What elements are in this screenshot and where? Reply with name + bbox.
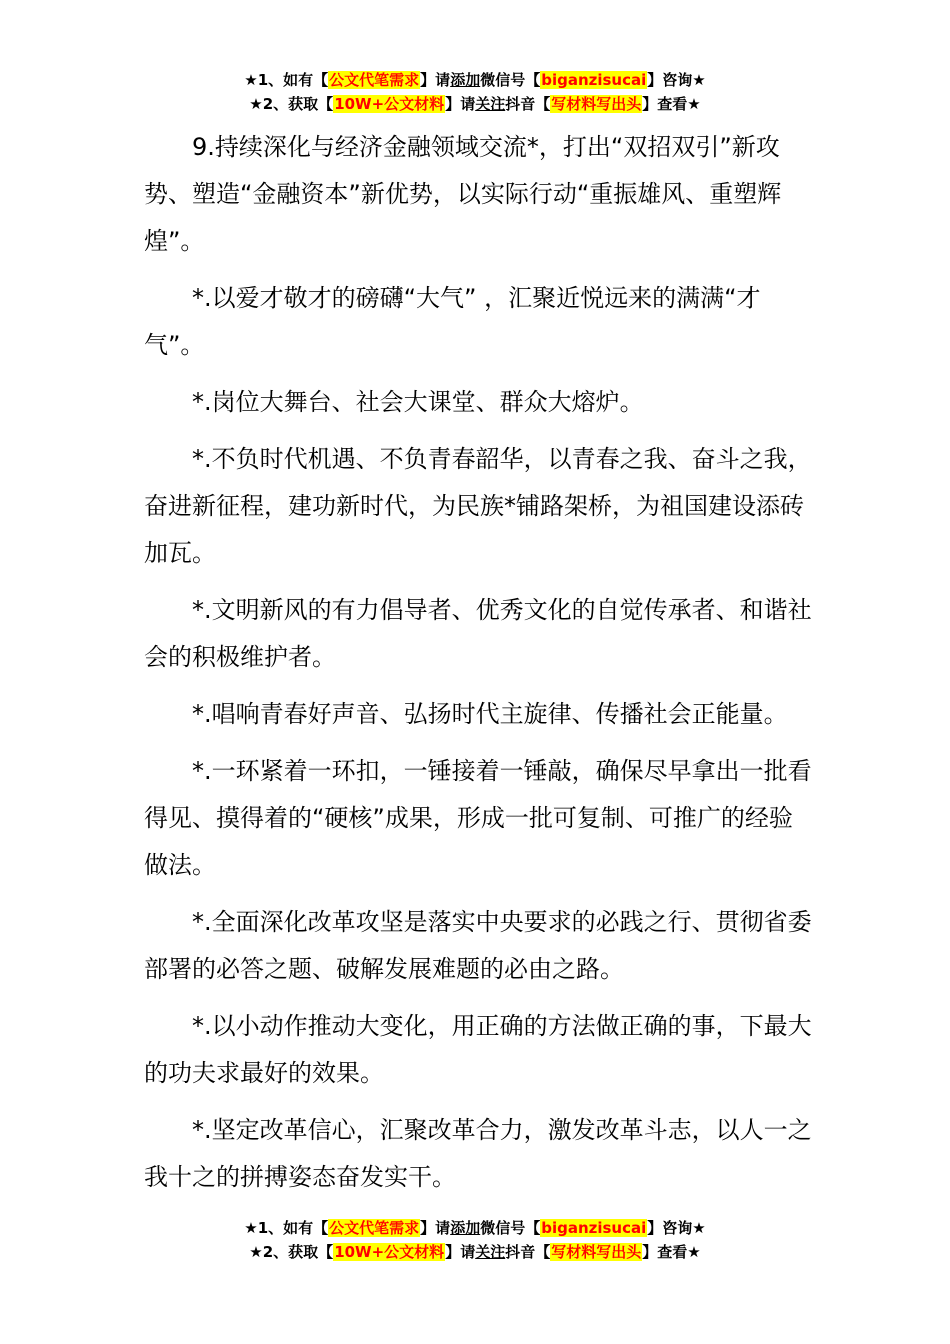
footer-line-2-suffix: 】查看★ <box>642 1243 701 1261</box>
header-highlight-service: 公文代笔需求 <box>329 71 420 89</box>
header-highlight-materials: 10W+公文材料 <box>334 95 445 113</box>
header-line-1-prefix: ★1、如有【 <box>244 71 329 89</box>
document-body <box>144 124 812 1211</box>
paragraph-4: *.不负时代机遇、不负青春韶华，以青春之我、奋斗之我，奋进新征程，建功新时代，为民族*铺路架桥，为祖国建设添砖加瓦。 <box>144 445 812 567</box>
footer-line-1 <box>0 1216 950 1240</box>
footer-line-2-mid: 】请 <box>445 1243 476 1261</box>
footer-underline-add: 添加 <box>450 1219 481 1237</box>
footer-line-1-prefix: ★1、如有【 <box>244 1219 329 1237</box>
footer-underline-follow: 关注 <box>475 1243 506 1261</box>
footer-banner <box>0 1216 950 1264</box>
footer-highlight-douyin-id: 写材料写出头 <box>551 1243 642 1261</box>
header-line-2-prefix: ★2、获取【 <box>249 95 334 113</box>
paragraph-7: *.一环紧着一环扣，一锤接着一锤敲，确保尽早拿出一批看得见、摸得着的“硬核”成果，形成一批可复制、可推广的经验做法。 <box>144 757 812 879</box>
paragraph-8: *.全面深化改革攻坚是落实中央要求的必践之行、贯彻省委部署的必答之题、破解发展难题的必由之路。 <box>144 908 812 983</box>
footer-line-1-mid: 】请 <box>420 1219 451 1237</box>
footer-line-2-mid2: 抖音【 <box>505 1243 551 1261</box>
paragraph-10: *.坚定改革信心，汇聚改革合力，激发改革斗志，以人一之我十之的拼搏姿态奋发实干。 <box>144 1116 812 1191</box>
header-underline-follow: 关注 <box>475 95 506 113</box>
header-highlight-douyin-id: 写材料写出头 <box>551 95 642 113</box>
footer-line-2-prefix: ★2、获取【 <box>249 1243 334 1261</box>
header-underline-add: 添加 <box>450 71 481 89</box>
paragraph-5: *.文明新风的有力倡导者、优秀文化的自觉传承者、和谐社会的积极维护者。 <box>144 596 812 671</box>
footer-highlight-service: 公文代笔需求 <box>329 1219 420 1237</box>
header-line-1-mid: 】请 <box>420 71 451 89</box>
header-line-2-mid2: 抖音【 <box>505 95 551 113</box>
header-line-2-suffix: 】查看★ <box>642 95 701 113</box>
header-line-2-mid: 】请 <box>445 95 476 113</box>
footer-highlight-wechat-id: biganzisucai <box>541 1219 647 1237</box>
paragraph-1: 9.持续深化与经济金融领域交流*，打出“双招双引”新攻势、塑造“金融资本”新优势，以实际行动“重振雄风、重塑辉煌”。 <box>144 133 782 255</box>
footer-highlight-materials: 10W+公文材料 <box>334 1243 445 1261</box>
footer-line-1-mid2: 微信号【 <box>480 1219 541 1237</box>
header-line-1-suffix: 】咨询★ <box>647 71 706 89</box>
header-highlight-wechat-id: biganzisucai <box>541 71 647 89</box>
header-line-2 <box>0 92 950 116</box>
header-line-1-mid2: 微信号【 <box>480 71 541 89</box>
footer-line-2 <box>0 1240 950 1264</box>
paragraph-2: *.以爱才敬才的磅礴“大气” ，汇聚近悦远来的满满“才气”。 <box>144 284 761 359</box>
footer-line-1-suffix: 】咨询★ <box>647 1219 706 1237</box>
paragraph-9: *.以小动作推动大变化，用正确的方法做正确的事，下最大的功夫求最好的效果。 <box>144 1012 812 1087</box>
paragraph-3: *.岗位大舞台、社会大课堂、群众大熔炉。 <box>192 388 644 416</box>
paragraph-6: *.唱响青春好声音、弘扬时代主旋律、传播社会正能量。 <box>192 700 788 728</box>
header-banner <box>0 68 950 116</box>
header-line-1 <box>0 68 950 92</box>
